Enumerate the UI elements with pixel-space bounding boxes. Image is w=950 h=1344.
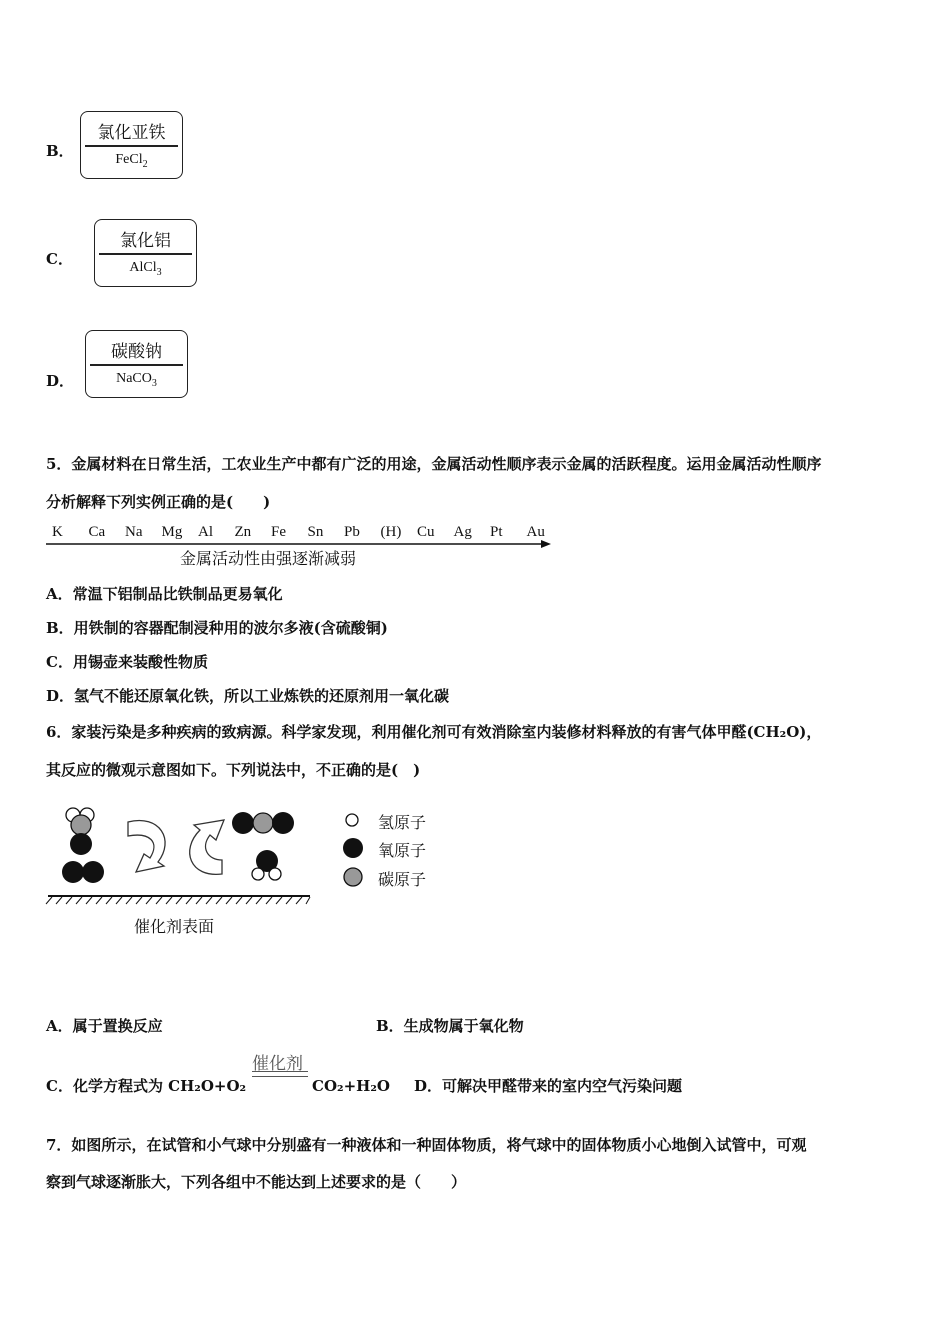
oxygen-molecule <box>62 861 104 883</box>
legend-hydrogen-label: 氢原子 <box>378 813 427 832</box>
label-divider <box>99 253 192 255</box>
equation-equals-sign <box>252 1071 308 1077</box>
metal-symbol: Au <box>526 524 545 540</box>
q5-stem-line1: 5．金属材料在日常生活，工农业生产中都有广泛的用途，金属活动性顺序表示金属的活跃程度。运用金属活动性顺序 <box>46 455 822 473</box>
curved-arrow-in <box>128 821 165 872</box>
legend-hydrogen-marker <box>346 814 358 826</box>
q5-option-a: A．常温下铝制品比铁制品更易氧化 <box>46 585 283 603</box>
option-b-letter: B． <box>46 142 74 160</box>
metal-symbol: K <box>52 524 63 540</box>
label-name: 氯化亚铁 <box>97 123 166 143</box>
q5-option-d: D．氢气不能还原氧化铁，所以工业炼铁的还原剂用一氧化碳 <box>46 687 450 705</box>
option-d-letter: D． <box>46 372 75 390</box>
metal-symbol: Ca <box>88 524 106 540</box>
q6-option-a: A．属于置换反应 <box>46 1017 163 1035</box>
metal-symbol: Cu <box>417 524 435 540</box>
q6-stem-line2: 其反应的微观示意图如下。下列说法中，不正确的是( ) <box>46 761 421 779</box>
catalyst-condition: 催化剂 <box>252 1054 303 1074</box>
surface-hatching <box>46 897 310 904</box>
legend-carbon-label: 碳原子 <box>378 870 427 889</box>
label-name: 氯化铝 <box>120 231 171 251</box>
metal-symbol: (H) <box>380 524 402 540</box>
water-molecule <box>252 850 281 880</box>
formaldehyde-molecule <box>66 808 94 855</box>
carbon-dioxide-molecule <box>232 812 294 834</box>
label-name: 碳酸钠 <box>111 342 162 362</box>
surface-caption: 催化剂表面 <box>134 917 215 936</box>
q6-option-d: D．可解决甲醛带来的室内空气污染问题 <box>414 1077 683 1095</box>
label-divider <box>85 145 178 147</box>
legend-oxygen-label: 氧原子 <box>378 841 427 860</box>
q6-option-c-prefix: C．化学方程式为 CH₂O+O₂ <box>46 1077 247 1095</box>
q7-stem-line1: 7．如图所示，在试管和小气球中分别盛有一种液体和一种固体物质，将气球中的固体物质小心地倒入试管中，可观 <box>46 1136 807 1154</box>
metal-symbol: Na <box>125 524 143 540</box>
label-formula: AlCl$_3$ <box>129 260 162 278</box>
q5-option-c: C．用锡壶来装酸性物质 <box>46 653 208 671</box>
label-aluminum-chloride <box>94 219 197 287</box>
metal-symbol: Fe <box>271 524 286 540</box>
label-divider <box>90 364 183 366</box>
metal-symbol: Sn <box>307 524 324 540</box>
legend-carbon-marker <box>344 868 362 886</box>
q5-option-b: B．用铁制的容器配制浸种用的波尔多液(含硫酸铜) <box>46 619 388 637</box>
metal-activity-series <box>46 522 556 568</box>
metal-symbol: Pb <box>344 524 360 540</box>
metal-symbol: Zn <box>234 524 252 540</box>
series-caption: 金属活动性由强逐渐减弱 <box>180 549 357 568</box>
curved-arrow-out <box>190 820 224 874</box>
q5-stem-line2: 分析解释下列实例正确的是( ) <box>46 493 271 511</box>
q6-stem-line1: 6．家装污染是多种疾病的致病源。科学家发现，利用催化剂可有效消除室内装修材料释放的有害气体甲醛(CH₂O)， <box>46 723 822 741</box>
label-formula: NaCO$_3$ <box>116 371 157 389</box>
legend-oxygen-marker <box>343 838 363 858</box>
metal-symbol: Pt <box>490 524 503 540</box>
q6-option-c-suffix: CO₂+H₂O <box>312 1077 390 1095</box>
label-ferrous-chloride <box>80 111 183 179</box>
label-formula: FeCl$_2$ <box>115 152 148 170</box>
metal-symbol: Al <box>198 524 213 540</box>
q6-option-b: B．生成物属于氧化物 <box>376 1017 524 1035</box>
q7-stem-line2: 察到气球逐渐胀大，下列各组中不能达到上述要求的是（ ） <box>46 1173 467 1191</box>
option-c-letter: C． <box>46 250 73 268</box>
label-sodium-carbonate <box>85 330 188 398</box>
metal-symbol: Mg <box>161 524 183 540</box>
metal-symbol: Ag <box>453 524 472 540</box>
